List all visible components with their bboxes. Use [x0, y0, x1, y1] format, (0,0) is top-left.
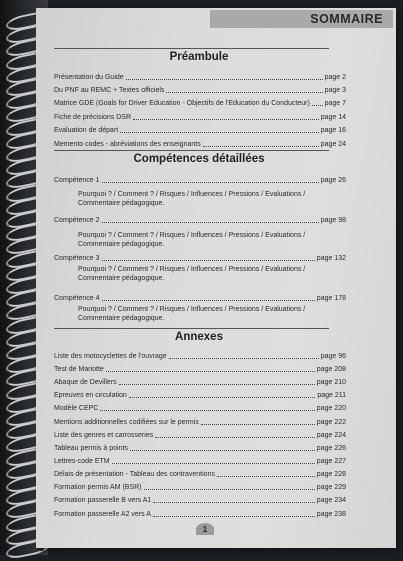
toc-entry[interactable]	[54, 350, 346, 361]
toc-entry[interactable]	[54, 494, 346, 505]
leader-dots	[100, 409, 314, 411]
section-title-annexes: Annexes	[175, 331, 223, 343]
leader-dots	[102, 299, 315, 301]
toc-entry[interactable]	[54, 481, 346, 492]
toc-entry-page: page 210	[316, 379, 346, 386]
leader-dots	[102, 259, 315, 261]
leader-dots	[129, 396, 316, 398]
leader-dots	[106, 370, 315, 372]
toc-entry[interactable]	[54, 97, 346, 108]
leader-dots	[133, 118, 319, 120]
toc-entry-label: Epreuves en circulation	[54, 392, 127, 399]
leader-dots	[203, 145, 319, 147]
toc-entry-label: Memento codes - abréviations des enseignants	[54, 141, 201, 148]
leader-dots	[102, 181, 319, 183]
toc-entry-label: Compétence 3	[54, 255, 100, 262]
section-rule	[54, 48, 329, 49]
toc-entry-page: page 2	[324, 74, 346, 81]
toc-entry[interactable]	[54, 111, 346, 122]
toc-entry-page: page 7	[324, 100, 346, 107]
page-title: SOMMAIRE	[310, 12, 383, 26]
toc-entry-label: Modèle CEPC	[54, 405, 99, 412]
toc-entry-description: Commentaire pédagogique.	[78, 200, 165, 207]
toc-entry-page: page 178	[316, 295, 346, 302]
toc-entry-page: page 24	[320, 141, 346, 148]
toc-entry[interactable]	[54, 442, 346, 453]
toc-entry[interactable]	[54, 389, 346, 400]
leader-dots	[201, 423, 315, 425]
toc-entry-page: page 227	[316, 458, 346, 465]
toc-entry-page: page 226	[316, 445, 346, 452]
leader-dots	[112, 462, 315, 464]
toc-entry-description: Commentaire pédagogique.	[78, 241, 165, 248]
page-number: 1	[196, 523, 214, 535]
leader-dots	[155, 436, 315, 438]
toc-entry-page: page 211	[317, 392, 346, 399]
toc-entry-label: Délais de présentation - Tableau des contraventions	[54, 471, 215, 478]
toc-entry-page: page 26	[320, 177, 346, 184]
toc-entry-label: Formation permis AM (BSR)	[54, 484, 142, 491]
leader-dots	[312, 104, 323, 106]
toc-entry-page: page 229	[316, 484, 346, 491]
toc-entry[interactable]	[54, 214, 346, 225]
leader-dots	[120, 131, 318, 133]
toc-entry-page: page 98	[320, 217, 346, 224]
toc-entry-page: page 96	[320, 353, 346, 360]
toc-entry-page: page 238	[316, 511, 346, 518]
toc-entry-page: page 16	[320, 127, 346, 134]
leader-dots	[126, 78, 323, 80]
toc-entry-label: Tableau permis à points	[54, 445, 128, 452]
toc-entry-label: Abaque de Devillers	[54, 379, 117, 386]
toc-entry-description: Commentaire pédagogique.	[78, 275, 165, 282]
leader-dots	[102, 221, 319, 223]
toc-entry[interactable]	[54, 71, 346, 82]
toc-entry-label: Mentions additionnelles codifiées sur le permis	[54, 419, 199, 426]
leader-dots	[217, 475, 315, 477]
toc-entry-label: Matrice GDE (Goals for Driver Education - Objectifs de l'Education du Conducteur)	[54, 100, 310, 107]
toc-entry-page: page 222	[316, 419, 346, 426]
toc-entry-label: Liste des genres et carrosseries	[54, 432, 154, 439]
toc-entry-page: page 228	[316, 471, 346, 478]
toc-entry-page: page 224	[316, 432, 346, 439]
toc-entry[interactable]	[54, 174, 346, 185]
toc-entry-label: Test de Mariotte	[54, 366, 104, 373]
toc-entry[interactable]	[54, 402, 346, 413]
toc-entry[interactable]	[54, 84, 346, 95]
toc-entry-page: page 14	[320, 114, 346, 121]
leader-dots	[169, 357, 319, 359]
leader-dots	[153, 515, 315, 517]
section-rule	[54, 150, 329, 151]
leader-dots	[119, 383, 315, 385]
toc-entry-label: Liste des motocyclettes de l'ouvrage	[54, 353, 167, 360]
toc-entry[interactable]	[54, 252, 346, 263]
toc-entry-description: Pourquoi ? / Comment ? / Risques / Influences / Pressions / Evaluations /	[78, 232, 306, 239]
toc-entry[interactable]	[54, 363, 346, 374]
toc-entry[interactable]	[54, 376, 346, 387]
toc-entry-description: Commentaire pédagogique.	[78, 315, 165, 322]
toc-entry-page: page 132	[316, 255, 346, 262]
toc-entry[interactable]	[54, 124, 346, 135]
toc-entry[interactable]	[54, 468, 346, 479]
toc-entry-page: page 234	[316, 497, 346, 504]
toc-entry-page: page 208	[316, 366, 346, 373]
section-title-competences: Compétences détaillées	[133, 153, 265, 165]
toc-entry-label: Présentation du Guide	[54, 74, 124, 81]
toc-entry-label: Compétence 1	[54, 177, 100, 184]
leader-dots	[153, 501, 315, 503]
toc-entry[interactable]	[54, 138, 346, 149]
section-title-preambule: Préambule	[169, 51, 229, 63]
toc-entry[interactable]	[54, 455, 346, 466]
toc-entry-label: Compétence 2	[54, 217, 100, 224]
toc-entry[interactable]	[54, 508, 346, 519]
toc-entry[interactable]	[54, 416, 346, 427]
toc-entry-label: Du PNF au REMC + Textes officiels	[54, 87, 165, 94]
toc-entry-label: Compétence 4	[54, 295, 100, 302]
toc-entry[interactable]	[54, 429, 346, 440]
toc-entry-page: page 220	[316, 405, 346, 412]
leader-dots	[166, 91, 322, 93]
toc-entry-label: Formation passerelle A2 vers A	[54, 511, 151, 518]
toc-entry-page: page 3	[324, 87, 346, 94]
toc-entry-label: Formation passerelle B vers A1	[54, 497, 152, 504]
toc-entry[interactable]	[54, 292, 346, 303]
toc-entry-description: Pourquoi ? / Comment ? / Risques / Influences / Pressions / Evaluations /	[78, 266, 306, 273]
toc-entry-label: Evaluation de départ	[54, 127, 119, 134]
toc-entry-label: Lettres-code ETM	[54, 458, 110, 465]
leader-dots	[130, 449, 315, 451]
section-rule	[54, 328, 329, 329]
toc-entry-description: Pourquoi ? / Comment ? / Risques / Influences / Pressions / Evaluations /	[78, 191, 306, 198]
leader-dots	[144, 488, 315, 490]
toc-entry-label: Fiche de précisions DSR	[54, 114, 132, 121]
toc-entry-description: Pourquoi ? / Comment ? / Risques / Influences / Pressions / Evaluations /	[78, 306, 306, 313]
